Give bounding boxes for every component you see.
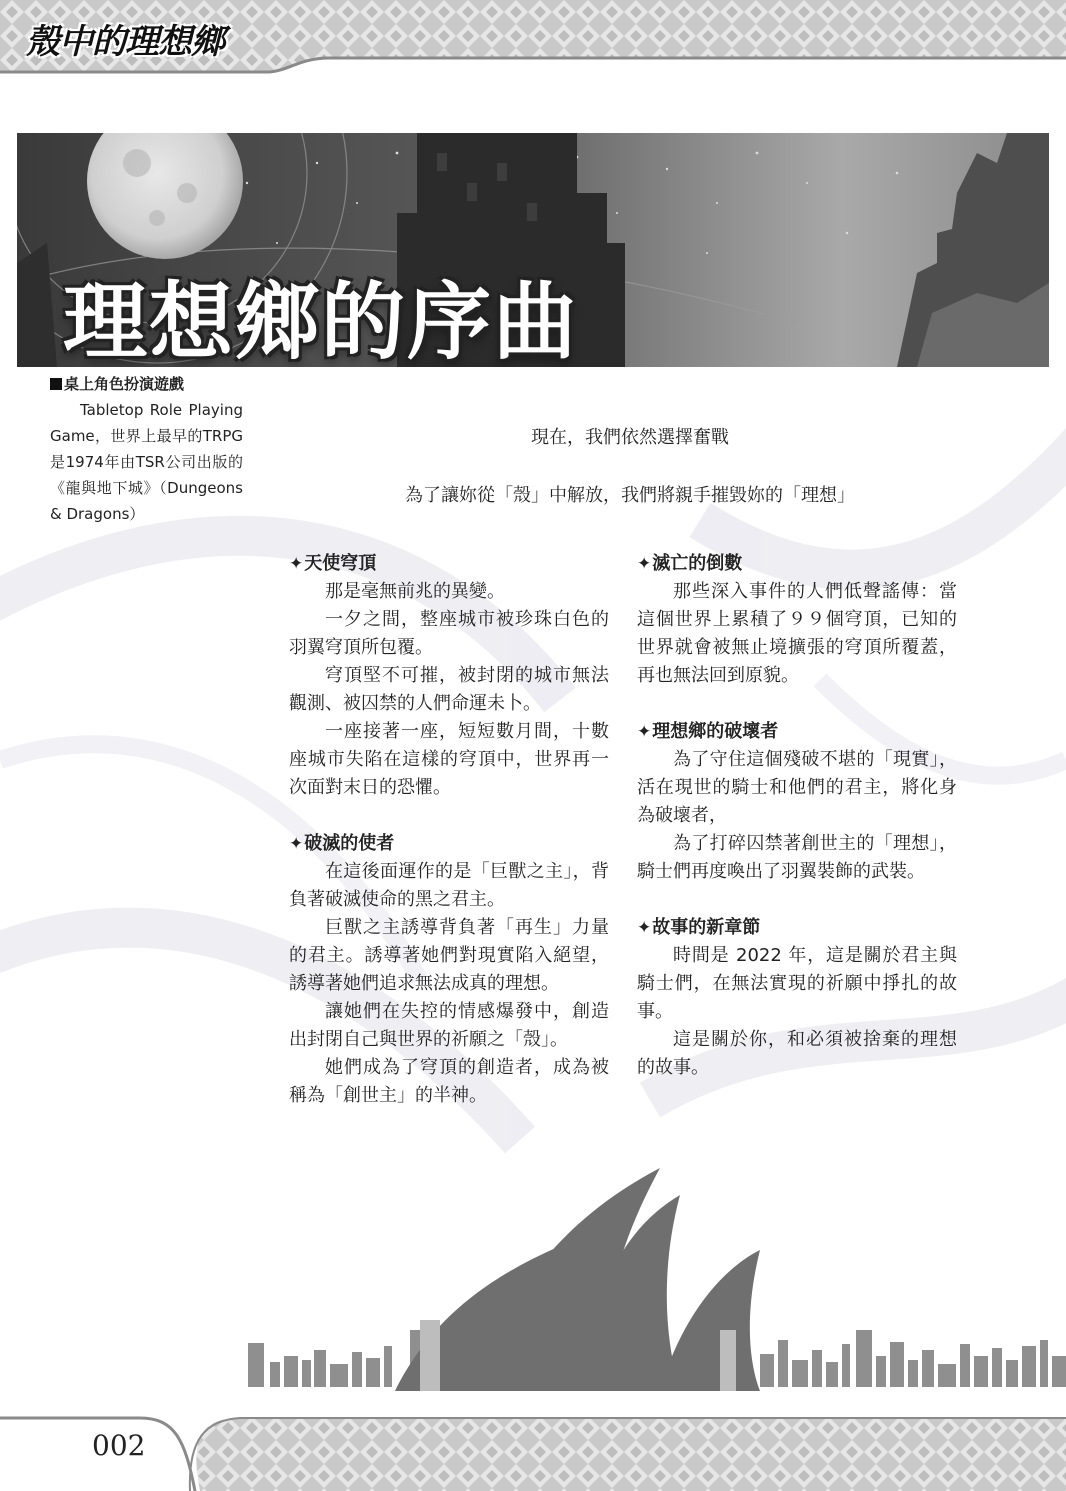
section-heading (637, 718, 957, 746)
four-point-star-icon: ✦ (289, 554, 304, 574)
glossary-note-title (50, 371, 243, 397)
glossary-note-title-text: 桌上角色扮演遊戲 (64, 375, 185, 393)
four-point-star-icon: ✦ (637, 918, 652, 938)
section-heading-text: 故事的新章節 (652, 917, 761, 938)
section-heading (289, 830, 609, 858)
paragraph: 時間是 2022 年，這是關於君主與騎士們，在無法實現的祈願中掙扎的故事。 (637, 945, 957, 1022)
paragraph: 這是關於你，和必須被捨棄的理想的故事。 (637, 1029, 957, 1078)
black-square-icon (50, 378, 62, 390)
banner-title: 理想鄉的序曲 (63, 272, 580, 367)
intro-line-1: 現在，我們依然選擇奮戰 (531, 427, 729, 448)
paragraph: 那些深入事件的人們低聲謠傳：當這個世界上累積了９９個穹頂，已知的世界就會被無止境擴張的穹頂所覆蓋，再也無法回到原貌。 (637, 581, 957, 686)
glossary-note (50, 371, 243, 527)
paragraph: 為了守住這個殘破不堪的「現實」，活在現世的騎士和他們的君主，將化身為破壞者， (637, 749, 957, 826)
paragraph: 她們成為了穹頂的創造者，成為被稱為「創世主」的半神。 (289, 1057, 609, 1106)
paragraph: 一夕之間，整座城市被珍珠白色的羽翼穹頂所包覆。 (289, 609, 609, 658)
four-point-star-icon: ✦ (637, 554, 652, 574)
glossary-note-body: Tabletop Role Playing Game，世界上最早的TRPG是1974年由TSR公司出版的《龍與地下城》（Dungeons & Dragons） (50, 401, 243, 523)
magazine-logo: 殼中的理想鄉 (26, 22, 224, 62)
title-banner (17, 133, 1049, 367)
section-heading (637, 914, 957, 942)
four-point-star-icon: ✦ (637, 722, 652, 742)
intro-line-2: 為了讓妳從「殼」中解放，我們將親手摧毀妳的「理想」 (405, 485, 855, 506)
page-number: 002 (92, 1429, 146, 1462)
section-heading (289, 550, 609, 578)
paragraph: 讓她們在失控的情感爆發中，創造出封閉自己與世界的祈願之「殼」。 (289, 1001, 609, 1050)
paragraph: 巨獸之主誘導背負著「再生」力量的君主。誘導著她們對現實陷入絕望，誘導著她們追求無法成真的理想。 (289, 917, 609, 994)
section-heading-text: 滅亡的倒數 (652, 553, 743, 574)
paragraph: 為了打碎囚禁著創世主的「理想」，騎士們再度喚出了羽翼裝飾的武裝。 (637, 833, 957, 882)
paragraph: 一座接著一座，短短數月間，十數座城市失陷在這樣的穹頂中，世界再一次面對末日的恐懼。 (289, 721, 609, 798)
section-heading (637, 550, 957, 578)
section-heading-text: 理想鄉的破壞者 (652, 721, 779, 742)
paragraph: 穹頂堅不可摧，被封閉的城市無法觀測、被囚禁的人們命運未卜。 (289, 665, 609, 714)
paragraph: 那是毫無前兆的異變。 (325, 581, 505, 602)
paragraph: 在這後面運作的是「巨獸之主」，背負著破滅使命的黑之君主。 (289, 861, 609, 910)
section-heading-text: 破滅的使者 (304, 833, 395, 854)
four-point-star-icon: ✦ (289, 834, 304, 854)
left-column (289, 550, 609, 1110)
right-column (637, 550, 957, 1082)
section-heading-text: 天使穹頂 (304, 553, 377, 574)
